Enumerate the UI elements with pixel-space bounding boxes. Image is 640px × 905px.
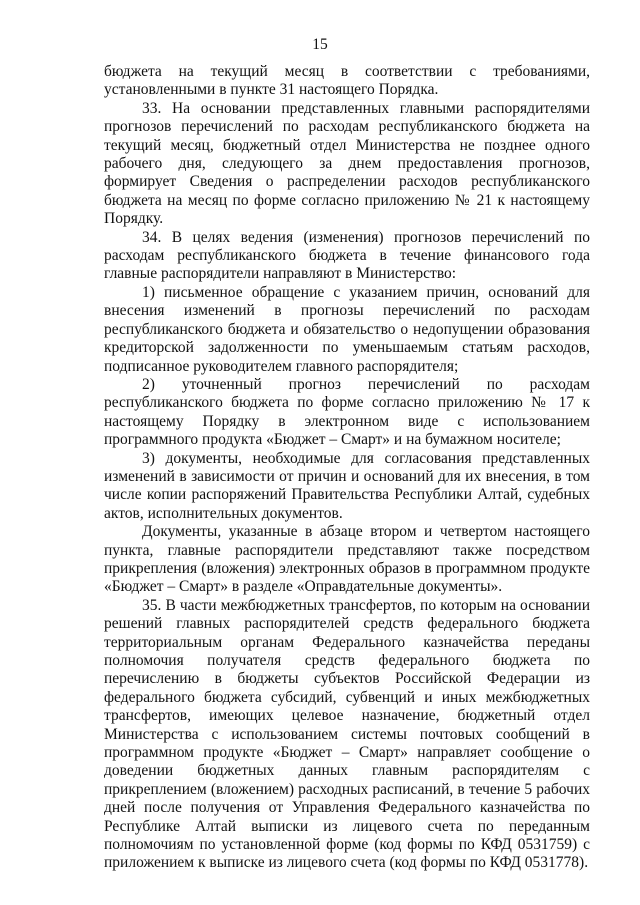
paragraph-item-33: 33. На основании представленных главными распорядителями прогнозов перечислений по расходам республиканского бюджета на текущий месяц, бюджетный отдел Министерства не позднее одного рабочего дня, следующего за днем предоставления прогнозов, формирует Сведения о распределении расходов республиканского бюджета на месяц по форме согласно приложению № 21 к настоящему Порядку. — [104, 99, 590, 228]
paragraph-item-35: 35. В части межбюджетных трансфертов, по которым на основании решений главных распорядителей средств федерального бюджета территориальным органам Федерального казначейства переданы полномочия получателя средств федерального бюджета по перечислению в бюджеты субъектов Российской Федерации из федерального бюджета субсидий, субвенций и иных межбюджетных трансфертов, имеющих целевое назначение, бюджетный отдел Министерства с использованием системы почтовых сообщений в программном продукте «Бюджет – Смарт» направляет сообщение о доведении бюджетных данных главным распорядителям с прикреплением (вложением) расходных расписаний, в течение 5 рабочих дней после получения от Управления Федерального казначейства по Республике Алтай выписки из лицевого счета по переданным полномочиям по установленной форме (код формы по КФД 0531759) с приложением к выписке из лицевого счета (код формы по КФД 0531778). — [104, 596, 590, 872]
page-number: 15 — [312, 36, 328, 53]
paragraph-item-34: 34. В целях ведения (изменения) прогнозов перечислений по расходам республиканского бюджета в течение финансового года главные распорядители направляют в Министерство: — [104, 228, 590, 283]
paragraph-subitem-3: 3) документы, необходимые для согласования представленных изменений в зависимости от причин и оснований для их внесения, в том числе копии распоряжений Правительства Республики Алтай, судебных актов, исполнительных документов. — [104, 449, 590, 522]
paragraph-subitem-2: 2) уточненный прогноз перечислений по расходам республиканского бюджета по форме согласно приложению № 17 к настоящему Порядку в электронном виде с использованием программного продукта «Бюджет – Смарт» и на бумажном носителе; — [104, 375, 590, 449]
document-body — [104, 63, 590, 873]
paragraph-documents-note: Документы, указанные в абзаце втором и четвертом настоящего пункта, главные распорядители представляют также посредством прикрепления (вложения) электронных образов в программном продукте «Бюджет – Смарт» в разделе «Оправдательные документы». — [104, 523, 590, 596]
paragraph-continuation: бюджета на текущий месяц в соответствии с требованиями, установленными в пункте 31 настоящего Порядка. — [104, 63, 590, 99]
paragraph-subitem-1: 1) письменное обращение с указанием причин, оснований для внесения изменений в прогнозы перечислений по расходам республиканского бюджета и обязательство о недопущении образования кредиторской задолженности по уменьшаемым статьям расходов, подписанное руководителем главного распорядителя; — [104, 283, 590, 375]
